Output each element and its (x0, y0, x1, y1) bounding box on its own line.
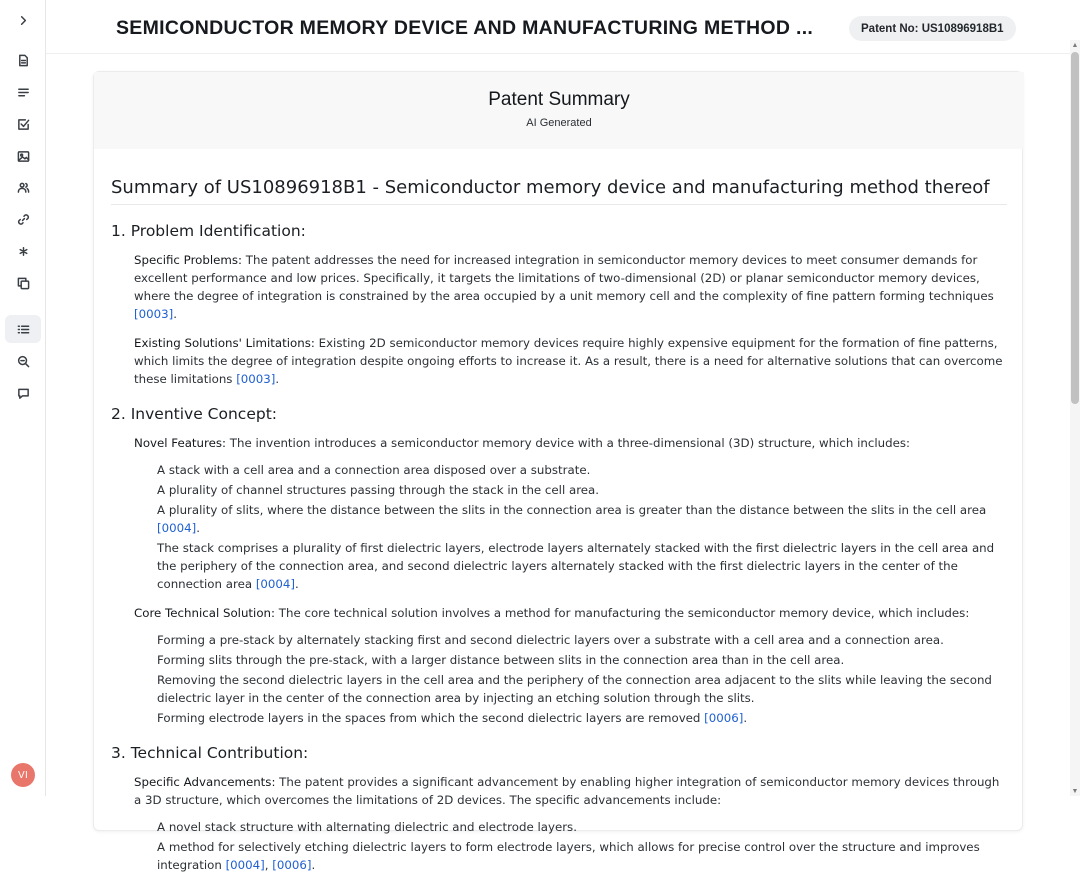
label-novel-features: Novel Features: (134, 436, 227, 450)
label-existing-limitations: Existing Solutions' Limitations: (134, 336, 315, 350)
section-inventive-concept: 2. Inventive Concept: (111, 405, 277, 423)
sidebar-item-document[interactable] (5, 46, 41, 74)
paragraph-novel-features (134, 434, 1007, 452)
list-item: The stack comprises a plurality of first dielectric layers, electrode layers alternately stacked with the first dielectric layers in the cell area and the periphery of the connection area, and second dielectric layers alternately stacked with the first dielectric layers in the center of the connection area [0004]. (157, 541, 995, 591)
sidebar-item-claims[interactable] (5, 110, 41, 138)
section-technical-contribution: 3. Technical Contribution: (111, 744, 309, 762)
paragraph-specific-advancements (134, 773, 1007, 809)
sidebar-item-text[interactable] (5, 78, 41, 106)
paragraph-specific-problems: Specific Problems: The patent addresses the need for increased integration in semiconductor memory devices to meet consumer demands for excellent performance and low prices. Specifically, it targets the limitations of two-dimensional (2D) or planar semiconductor memory devices, where the degree of integration is constrained by the area occupied by a unit memory cell and the complexity of fine pattern forming techniques [0003]. (134, 253, 994, 321)
section-problem-identification: 1. Problem Identification: (111, 222, 306, 240)
text-core-solution: The core technical solution involves a method for manufacturing the semiconductor memory device, which includes: (275, 606, 970, 620)
text-novel-features: The invention introduces a semiconductor memory device with a three-dimensional (3D) structure, which includes: (226, 436, 910, 450)
header (46, 0, 1070, 54)
text-existing-limitations: Existing 2D semiconductor memory devices require highly expensive equipment for the formation of fine patterns, which limits the degree of integration despite ongoing efforts to increase it. As a result, there is a need for alternative solutions that can overcome these limitations (134, 336, 1003, 386)
reference-link[interactable]: [0006] (272, 858, 312, 872)
card-subtitle: AI Generated (526, 117, 592, 129)
label-specific-advancements: Specific Advancements: (134, 775, 276, 789)
list-item: Forming electrode layers in the spaces from which the second dielectric layers are removed [0006]. (157, 711, 748, 725)
users-icon (17, 181, 30, 194)
scroll-down-icon[interactable]: ▼ (1071, 787, 1079, 795)
reference-link[interactable]: [0003] (236, 372, 276, 386)
summary-title: Summary of US10896918B1 - Semiconductor memory device and manufacturing method thereof (111, 149, 1007, 205)
summary-card (93, 71, 1023, 872)
link-icon (17, 213, 30, 226)
paragraph-core-solution (134, 604, 1007, 622)
reference-link[interactable]: [0004] (225, 858, 265, 872)
search-zoom-icon (17, 355, 30, 368)
novel-features-list (157, 461, 1007, 593)
list-item: A plurality of slits, where the distance between the slits in the connection area is greater than the distance between the slits in the cell area [0004]. (157, 503, 987, 535)
advancements-list (157, 818, 1007, 874)
card-title: Patent Summary (488, 89, 630, 110)
list-icon (17, 323, 30, 336)
core-solution-list (157, 631, 1007, 727)
text-specific-problems: The patent addresses the need for increased integration in semiconductor memory devices to meet consumer demands for excellent performance and low prices. Specifically, it targets the limitations of two-dimensional (2D) or planar semiconductor memory devices, where the degree of integration is constrained by the area occupied by a unit memory cell and the complexity of fine pattern forming techniques (134, 253, 994, 303)
list-item: A method for selectively etching dielectric layers to form electrode layers, which allows for precise control over the structure and improves integration [0004], [0006]. (157, 840, 980, 872)
paragraph-existing-limitations: Existing Solutions' Limitations: Existing 2D semiconductor memory devices require highly expensive equipment for the formation of fine patterns, which limits the degree of integration despite ongoing efforts to increase it. As a result, there is a need for alternative solutions that can overcome these limitations [0003]. (134, 336, 1003, 386)
list-item: Forming slits through the pre-stack, with a larger distance between slits in the connection area than in the cell area. (157, 653, 845, 667)
sidebar-item-ai[interactable] (5, 237, 41, 265)
list-item: Forming a pre-stack by alternately stacking first and second dielectric layers over a substrate with a cell area and a connection area. (157, 633, 944, 647)
reference-link[interactable]: [0006] (704, 711, 744, 725)
label-specific-problems: Specific Problems: (134, 253, 243, 267)
chevron-right-icon (17, 14, 30, 27)
reference-link[interactable]: [0004] (255, 577, 296, 591)
reference-separator: , (264, 858, 273, 872)
expand-sidebar-button[interactable] (5, 6, 41, 34)
sidebar-item-summary[interactable] (5, 315, 41, 343)
scroll-up-icon[interactable]: ▲ (1071, 41, 1079, 49)
patent-number-badge: Patent No: US10896918B1 (849, 16, 1016, 41)
chat-icon (17, 387, 30, 400)
sidebar-item-search[interactable] (5, 347, 41, 375)
scrollbar[interactable] (1070, 40, 1080, 796)
document-icon (17, 54, 30, 67)
list-item-text: The stack comprises a plurality of first dielectric layers, electrode layers alternately stacked with the first dielectric layers in the cell area and the periphery of the connection area, and second dielectric layers alternately stacked with the first dielectric layers in the center of the connection area (157, 541, 995, 591)
list-item-text: Forming electrode layers in the spaces from which the second dielectric layers are removed (157, 711, 705, 725)
text-lines-icon (17, 86, 30, 99)
card-header (94, 72, 1024, 149)
sidebar-item-images[interactable] (5, 142, 41, 170)
list-item-text: A method for selectively etching dielectric layers to form electrode layers, which allows for precise control over the structure and improves integration (157, 840, 980, 872)
asterisk-icon (17, 245, 30, 258)
page-title: SEMICONDUCTOR MEMORY DEVICE AND MANUFACTURING METHOD ... (116, 17, 814, 39)
sidebar-item-copy[interactable] (5, 269, 41, 297)
sidebar-item-links[interactable] (5, 205, 41, 233)
avatar[interactable]: VI (11, 763, 35, 787)
summary-content (111, 149, 1007, 876)
image-icon (17, 150, 30, 163)
sidebar-item-inventors[interactable] (5, 173, 41, 201)
list-item-text: A plurality of slits, where the distance between the slits in the connection area is greater than the distance between the slits in the cell area (157, 503, 987, 517)
copy-icon (17, 277, 30, 290)
list-item: A stack with a cell area and a connection area disposed over a substrate. (157, 463, 591, 477)
label-core-solution: Core Technical Solution: (134, 606, 276, 620)
text-specific-advancements: The patent provides a significant advancement by enabling higher integration of semiconductor memory devices through a 3D structure, which overcomes the limitations of 2D devices. The specific advancements include: (134, 775, 1000, 807)
sidebar-item-chat[interactable] (5, 379, 41, 407)
reference-link[interactable]: [0003] (134, 307, 174, 321)
list-item: Removing the second dielectric layers in the cell area and the periphery of the connection area adjacent to the slits while leaving the second dielectric layer in the center of the connection area by injecting an etching solution through the slits. (157, 673, 992, 705)
list-item: A novel stack structure with alternating dielectric and electrode layers. (157, 820, 577, 834)
list-item: A plurality of channel structures passing through the stack in the cell area. (157, 483, 600, 497)
checkbox-icon (17, 118, 30, 131)
reference-link[interactable]: [0004] (157, 521, 197, 535)
scroll-thumb[interactable] (1071, 52, 1079, 404)
sidebar (0, 0, 46, 796)
